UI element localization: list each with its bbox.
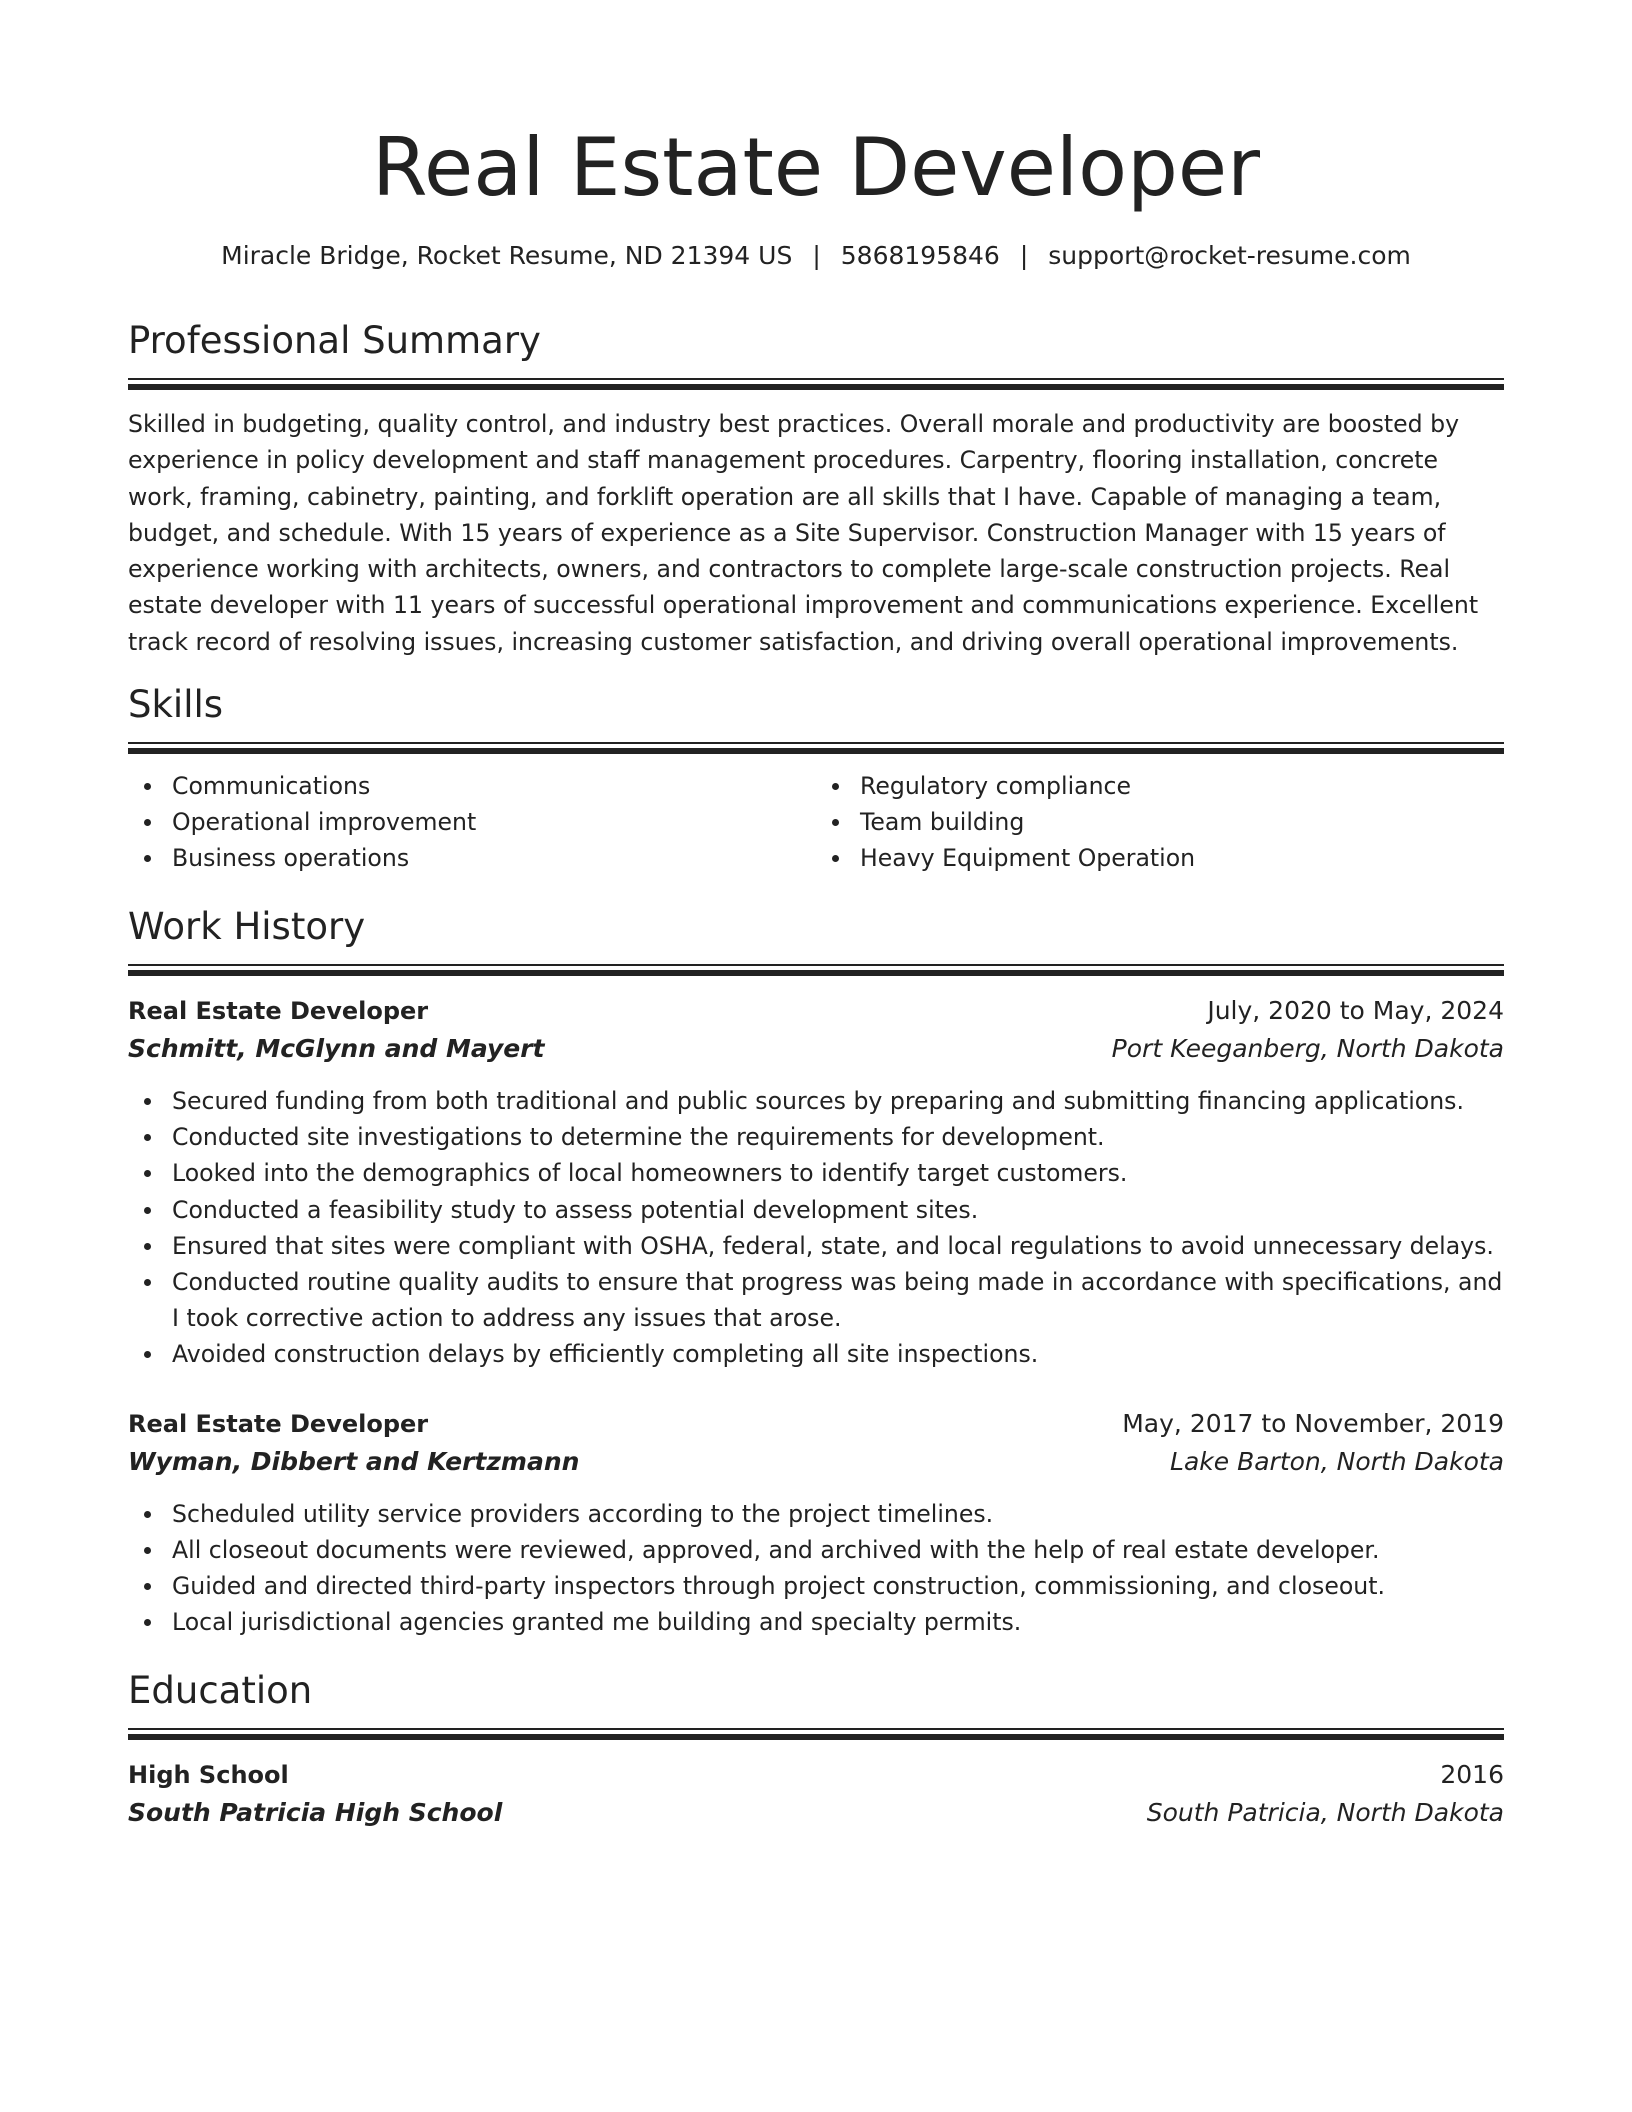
skills-grid xyxy=(128,768,1504,877)
job-title: Real Estate Developer xyxy=(128,997,429,1025)
skills-section xyxy=(128,680,1504,877)
job-bullet: Looked into the demographics of local homeowners to identify target customers. xyxy=(172,1155,1504,1191)
job-subheader xyxy=(128,1443,1504,1481)
resume-name: Real Estate Developer xyxy=(372,121,1260,214)
education-section xyxy=(128,1666,1504,1832)
job-bullet: Conducted routine quality audits to ensure that progress was being made in accordance with specifications, and I took corrective action to address any issues that arose. xyxy=(172,1264,1504,1336)
skills-column-left xyxy=(128,768,816,877)
section-title-education: Education xyxy=(128,1669,313,1712)
job-entry xyxy=(128,992,1504,1373)
job-subheader xyxy=(128,1030,1504,1068)
job-location: Lake Barton, North Dakota xyxy=(1170,1446,1504,1476)
education-location: South Patricia, North Dakota xyxy=(1146,1798,1504,1827)
contact-separator: | xyxy=(812,241,821,270)
work-history-section xyxy=(128,902,1504,1640)
job-bullet: Local jurisdictional agencies granted me building and specialty permits. xyxy=(172,1604,1504,1640)
job-bullet: Secured funding from both traditional and public sources by preparing and submitting financing applications. xyxy=(172,1083,1504,1119)
section-divider xyxy=(128,378,1504,390)
skills-column-right xyxy=(816,768,1504,877)
summary-text: Skilled in budgeting, quality control, and industry best practices. Overall morale and productivity are boosted by experience in policy development and staff management procedures. Carpentry, flooring installation, concrete work, framing, cabinetry, painting, and forklift operation are all skills that I have. Capable of managing a team, budget, and schedule. With 15 years of experience as a Site Supervisor. Construction Manager with 15 years of experience working with architects, owners, and contractors to complete large-scale construction projects. Real estate developer with 11 years of successful operational improvement and communications experience. Excellent track record of resolving issues, increasing customer satisfaction, and driving overall operational improvements. xyxy=(128,410,1479,656)
skill-item: Team building xyxy=(860,804,1504,840)
job-title: Real Estate Developer xyxy=(128,1409,429,1438)
contact-separator: | xyxy=(1019,241,1029,270)
skill-item: Heavy Equipment Operation xyxy=(860,840,1504,876)
job-header xyxy=(128,992,1504,1030)
education-school: South Patricia High School xyxy=(128,1798,503,1827)
skill-item: Operational improvement xyxy=(172,804,816,840)
contact-line xyxy=(128,238,1504,274)
education-year: 2016 xyxy=(1440,1760,1504,1789)
job-location: Port Keeganberg, North Dakota xyxy=(1111,1034,1504,1063)
section-title-summary: Professional Summary xyxy=(128,319,541,362)
skill-item: Business operations xyxy=(172,840,816,876)
section-divider xyxy=(128,1728,1504,1740)
job-company: Schmitt, McGlynn and Mayert xyxy=(128,1034,545,1063)
section-title-work: Work History xyxy=(128,905,366,948)
job-bullets xyxy=(128,1496,1504,1641)
job-bullet: All closeout documents were reviewed, approved, and archived with the help of real estate developer. xyxy=(172,1532,1504,1568)
job-header xyxy=(128,1405,1504,1443)
contact-email: support@rocket-resume.com xyxy=(1048,241,1411,270)
job-bullets xyxy=(128,1083,1504,1373)
education-subheader xyxy=(128,1794,1504,1832)
summary-section xyxy=(128,316,1504,660)
education-degree: High School xyxy=(128,1761,289,1789)
skill-item: Regulatory compliance xyxy=(860,768,1504,804)
job-bullet: Guided and directed third-party inspectors through project construction, commissioning, and closeout. xyxy=(172,1568,1504,1604)
job-entry xyxy=(128,1405,1504,1641)
skill-item: Communications xyxy=(172,768,816,804)
section-title-skills: Skills xyxy=(128,683,224,726)
job-bullet: Scheduled utility service providers according to the project timelines. xyxy=(172,1496,1504,1532)
section-divider xyxy=(128,964,1504,976)
section-divider xyxy=(128,742,1504,754)
job-bullet: Avoided construction delays by efficiently completing all site inspections. xyxy=(172,1336,1504,1372)
job-bullet: Conducted site investigations to determine the requirements for development. xyxy=(172,1119,1504,1155)
contact-address: Miracle Bridge, Rocket Resume, ND 21394 US xyxy=(221,241,793,270)
job-dates: July, 2020 to May, 2024 xyxy=(1207,996,1504,1025)
job-dates: May, 2017 to November, 2019 xyxy=(1122,1408,1504,1438)
contact-phone: 5868195846 xyxy=(840,241,1000,270)
job-bullet: Conducted a feasibility study to assess potential development sites. xyxy=(172,1192,1504,1228)
job-company: Wyman, Dibbert and Kertzmann xyxy=(128,1446,580,1476)
education-header xyxy=(128,1756,1504,1794)
job-bullet: Ensured that sites were compliant with OSHA, federal, state, and local regulations to avoid unnecessary delays. xyxy=(172,1228,1504,1264)
education-entry xyxy=(128,1756,1504,1832)
